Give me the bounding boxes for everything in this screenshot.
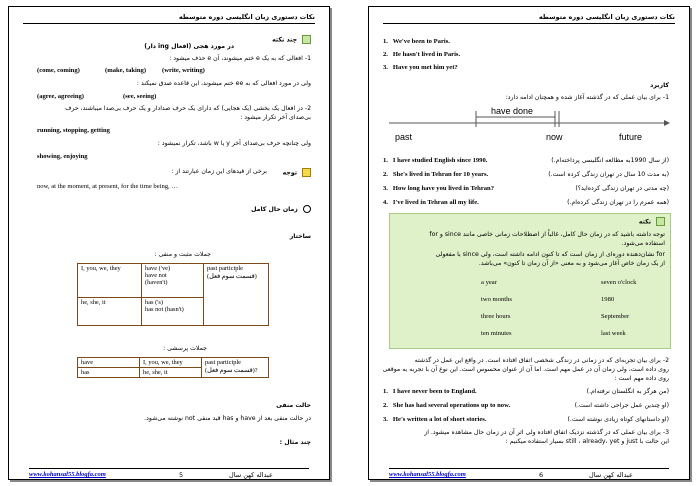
note-box-line: استفاده می‌شود.: [621, 240, 665, 247]
list-item-fa: (او چندین عمل جراحی داشته است.): [574, 402, 669, 409]
list-item-fa: (از سال 1990به مطالعه انگلیسی پرداخته‌ام.): [551, 157, 669, 164]
left-page: [8, 6, 330, 480]
list-item: 1. We've been to Paris.: [383, 38, 450, 45]
page-number: 5: [179, 471, 184, 479]
rule2a: 2- در افعال یک بخشی (یک هجایی) که دارای یک حرف صدادار و یک حرف بی‌صدا میباشند، حرف: [65, 105, 311, 112]
timeline-diagram: [389, 103, 671, 147]
page-header: نکات دستوری زبان انگلیسی دوره متوسطه: [23, 13, 315, 24]
affirm-table: [77, 263, 269, 326]
section-title-text: زمان حال کامل: [251, 206, 298, 213]
timeline-future: future: [619, 132, 643, 142]
table-row: [78, 358, 269, 368]
note-box-line: توجه داشته باشید که در زمان حال کامل، غالباً از اصطلاحات زمانی خاصی مانند since و for: [429, 231, 665, 238]
note-icon: [656, 217, 665, 226]
list-item: 2. She's lived in Tehran for 10 years.: [383, 171, 489, 178]
table-cell: have: [78, 358, 140, 368]
box1-heading: [272, 35, 311, 44]
list-item: 3. He's written a lot of short stories.: [383, 416, 487, 423]
table-cell: past participle (قسمت سوم فعل): [204, 264, 269, 326]
list-item: 1. I have never been to England.: [383, 388, 477, 395]
example-come: (come, coming): [37, 67, 80, 74]
rule2b: بی‌صدای آخر تکرار میشود :: [240, 114, 311, 121]
list-item: 2. He hasn't lived in Paris.: [383, 51, 461, 58]
list-item: 1. I have studied English since 1990.: [383, 157, 488, 164]
examples-title: چند مثال :: [279, 439, 311, 446]
structure-title: ساختار: [289, 233, 311, 240]
usage3a: 3- برای بیان عملی که در گذشته نزدیک اتفاق افتاده ولی اثر آن در زمان حال مشاهده میشود. از: [424, 429, 669, 436]
table-cell: he, she, it: [140, 368, 202, 378]
table-cell: I, you, we, they: [140, 358, 202, 368]
list-item-fa: (به مدت 10 سال در تهران زندگی کرده است.): [548, 171, 669, 178]
note-heading: [283, 168, 311, 177]
blog-link[interactable]: www.kohansal55.blogfa.com: [29, 471, 106, 478]
note-icon: [302, 35, 311, 44]
table-row: [78, 264, 269, 298]
section-title: [251, 205, 311, 213]
page-header: نکات دستوری زبان انگلیسی دوره متوسطه: [383, 13, 675, 24]
author: عبداله کهن سال: [229, 471, 273, 479]
for-item: two months: [481, 296, 512, 303]
list-item: 2. She has had several operations up to now.: [383, 402, 511, 409]
blog-link[interactable]: www.kohansal55.blogfa.com: [389, 471, 466, 478]
note-box-heading: [639, 217, 665, 226]
usage3b: این حالت با just و still ، already، yet بسیار استفاده میکنیم :: [505, 438, 669, 445]
usage2a: 2- برای بیان تجربه‌ای که در زمانی در زندگی شخصی اتفاق افتاده است. در واقع این عمل در گذشته: [414, 357, 669, 364]
example-agree: (agree, agreeing): [37, 93, 84, 100]
list-item: 4. I've lived in Tehran all my life.: [383, 199, 479, 206]
list-item-fa: (چه مدتی در تهران زندگی کرده‌اید؟): [575, 185, 669, 192]
timeline-now: now: [546, 132, 563, 142]
example-make: (make, taking): [105, 67, 147, 74]
table-cell: I, you, we, they: [78, 264, 142, 298]
question-table: [77, 357, 269, 378]
rule1: 1- افعالی که به یک e ختم میشوند، آن e حذف میشود :: [169, 55, 311, 62]
note-box-title: نکته: [638, 218, 652, 226]
example-showing: showing, enjoying: [37, 153, 88, 160]
table-cell: have ('ve) have not (haven't): [142, 264, 204, 298]
list-item-fa: (همه عمرم را در تهران زندگی کرده‌ام.): [567, 199, 669, 206]
timeline-past: past: [395, 132, 413, 142]
right-page: [368, 6, 690, 480]
table-cell: has ('s) has not (hasn't): [142, 298, 204, 326]
question-title: جملات پرسشی :: [163, 345, 207, 352]
table-cell: past participle (قسمت سوم فعل)?: [202, 358, 269, 378]
list-item-fa: (او داستانهای کوتاه زیادی نوشته است.): [567, 416, 669, 423]
timeline-arrowhead: [664, 120, 670, 126]
for-item: ten minutes: [481, 330, 512, 337]
adverbs-list: now, at the moment, at present, for the time being, …: [37, 183, 178, 190]
box1-subtitle: در مورد هجی (افعال ing دار): [144, 43, 234, 50]
for-item: a year: [481, 279, 497, 286]
list-item: 3. How long have you lived in Tehran?: [383, 185, 495, 192]
page-footer: [29, 468, 309, 479]
note-title: توجه: [282, 169, 298, 177]
usage2c: روی داده مهم است :: [614, 375, 669, 382]
table-cell: has: [78, 368, 140, 378]
warning-icon: [302, 168, 311, 177]
for-item: three hours: [481, 313, 511, 320]
rule2c: ولی چنانچه حرف بی‌صدای آخر y یا w باشد، تکرار نمیشود :: [157, 140, 311, 147]
timeline-have-done: have done: [491, 106, 534, 116]
box1-title: چند نکته: [272, 36, 298, 44]
usage-title: کاربرد: [650, 82, 669, 89]
example-see: (see, seeing): [123, 93, 157, 100]
neg-text: در حالت منفی بعد از have و has قید منفی not نوشته می‌شود.: [144, 415, 311, 422]
page-footer: [389, 468, 669, 479]
usage2b: روی داده است، ولی زمان آن در عمل مهم است. اما آن از عنوان محسوس است. این نوع آن با تجربه به موقعی: [382, 366, 669, 373]
note-box-line: for نشان‌دهنده دوره‌ای از زمان است که تا کنون ادامه داشته است، ولی since با مفعولی: [435, 251, 665, 258]
note-text: برخی از قیدهای این زمان عبارتند از :: [171, 168, 267, 175]
since-item: last week: [601, 330, 626, 337]
example-running: running, stopping, getting: [37, 127, 110, 134]
since-item: seven o'clock: [601, 279, 637, 286]
affirm-title: جملات مثبت و منفی :: [154, 251, 211, 258]
clock-icon: [303, 205, 311, 213]
list-item: 3. Have you met him yet?: [383, 64, 458, 71]
table-cell: he, she, it: [78, 298, 142, 326]
author: عبداله کهن سال: [589, 471, 633, 479]
list-item-fa: (من هرگز به انگلستان نرفته‌ام.): [586, 388, 669, 395]
neg-title: حالت منفی: [276, 402, 311, 409]
example-write: (write, writing): [162, 67, 205, 74]
usage1: 1- برای بیان عملی که در گذشته آغاز شده و همچنان ادامه دارد:: [505, 94, 669, 101]
note-box-line: از یک زمان خاص آغاز می‌شود و به معنی «از آن زمان تا کنون» می‌باشد.: [478, 260, 665, 267]
page-number: 6: [539, 471, 544, 479]
rule1b: ولی در مورد افعالی که به ee ختم میشوند، این قاعده صدق نمیکند :: [136, 80, 311, 87]
since-item: September: [601, 313, 630, 320]
since-item: 1980: [601, 296, 615, 303]
